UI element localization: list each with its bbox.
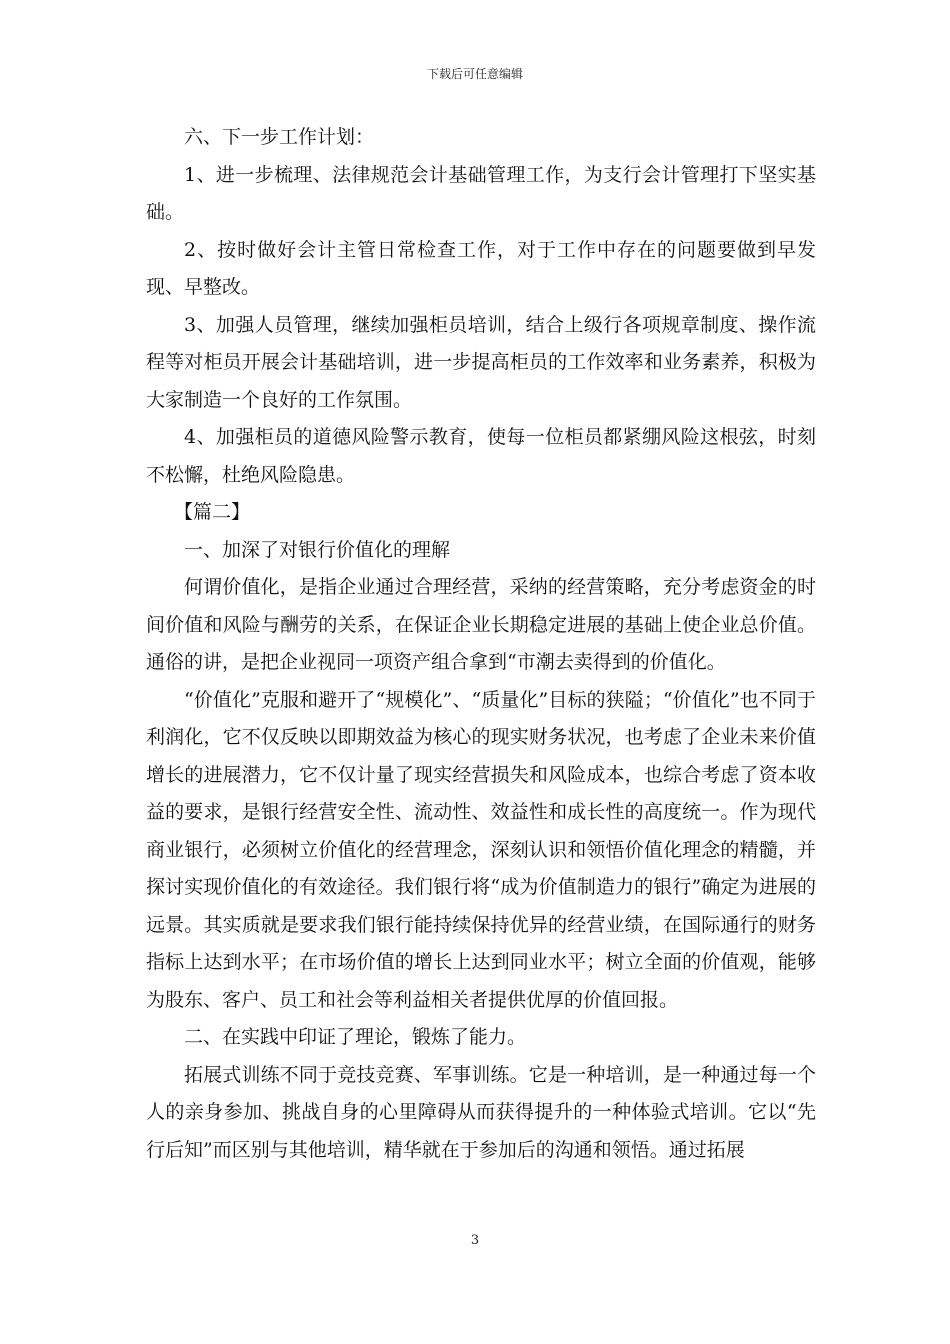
- document-body: [146, 119, 816, 1169]
- section-heading-value-understanding: 一、加深了对银行价值化的理解: [184, 538, 451, 561]
- plan-item-2: 2、按时做好会计主管日常检查工作，对于工作中存在的问题要做到早发现、早整改。: [146, 238, 816, 298]
- section-heading-practice: 二、在实践中印证了理论，锻炼了能力。: [184, 1026, 527, 1048]
- body-paragraph-value-definition: 何谓价值化，是指企业通过合理经营，采纳的经营策略，充分考虑资金的时间价值和风险与酬劳的关系，在保证企业长期稳定进展的基础上使企业总价值。通俗的讲，是把企业视同一项资产组合拿到“市潮去卖得到的价值化。: [146, 576, 816, 673]
- chapter-heading-part-two: 【篇二】: [174, 501, 251, 523]
- plan-item-4: 4、加强柜员的道德风险警示教育，使每一位柜员都紧绷风险这根弦，时刻不松懈，杜绝风险隐患。: [146, 426, 816, 486]
- plan-item-3: 3、加强人员管理，继续加强柜员培训，结合上级行各项规章制度、操作流程等对柜员开展会计基础培训，进一步提高柜员的工作效率和业务素养，积极为大家制造一个良好的工作氛围。: [146, 313, 816, 411]
- section-heading-next-plan: 六、下一步工作计划：: [184, 126, 375, 148]
- page-header: 下载后可任意编辑: [426, 67, 523, 81]
- plan-item-1: 1、进一步梳理、法律规范会计基础管理工作，为支行会计管理打下坚实基础。: [146, 163, 816, 223]
- body-paragraph-value-concept: “价值化”克服和避开了“规模化”、“质量化”目标的狭隘；“价值化”也不同于利润化，它不仅反映以即期效益为核心的现实财务状况，也考虑了企业未来价值增长的进展潜力，它不仅计量了现实经营损失和风险成本，也综合考虑了资本收益的要求，是银行经营安全性、流动性、效益性和成长性的高度统一。作为现代商业银行，必须树立价值化的经营理念，深刻认识和领悟价值化理念的精髓，并探讨实现价值化的有效途径。我们银行将“成为价值制造力的银行”确定为进展的远景。其实质就是要求我们银行能持续保持优异的经营业绩，在国际通行的财务指标上达到水平；在市场价值的增长上达到同业水平；树立全面的价值观，能够为股东、客户、员工和社会等利益相关者提供优厚的价值回报。: [146, 688, 816, 1011]
- body-paragraph-training: 拓展式训练不同于竞技竞赛、军事训练。它是一种培训，是一种通过每一个人的亲身参加、挑战自身的心里障碍从而获得提升的一种体验式培训。它以“先行后知”而区别与其他培训，精华就在于参加后的沟通和领悟。通过拓展: [146, 1063, 816, 1161]
- page-number: 3: [470, 1233, 480, 1248]
